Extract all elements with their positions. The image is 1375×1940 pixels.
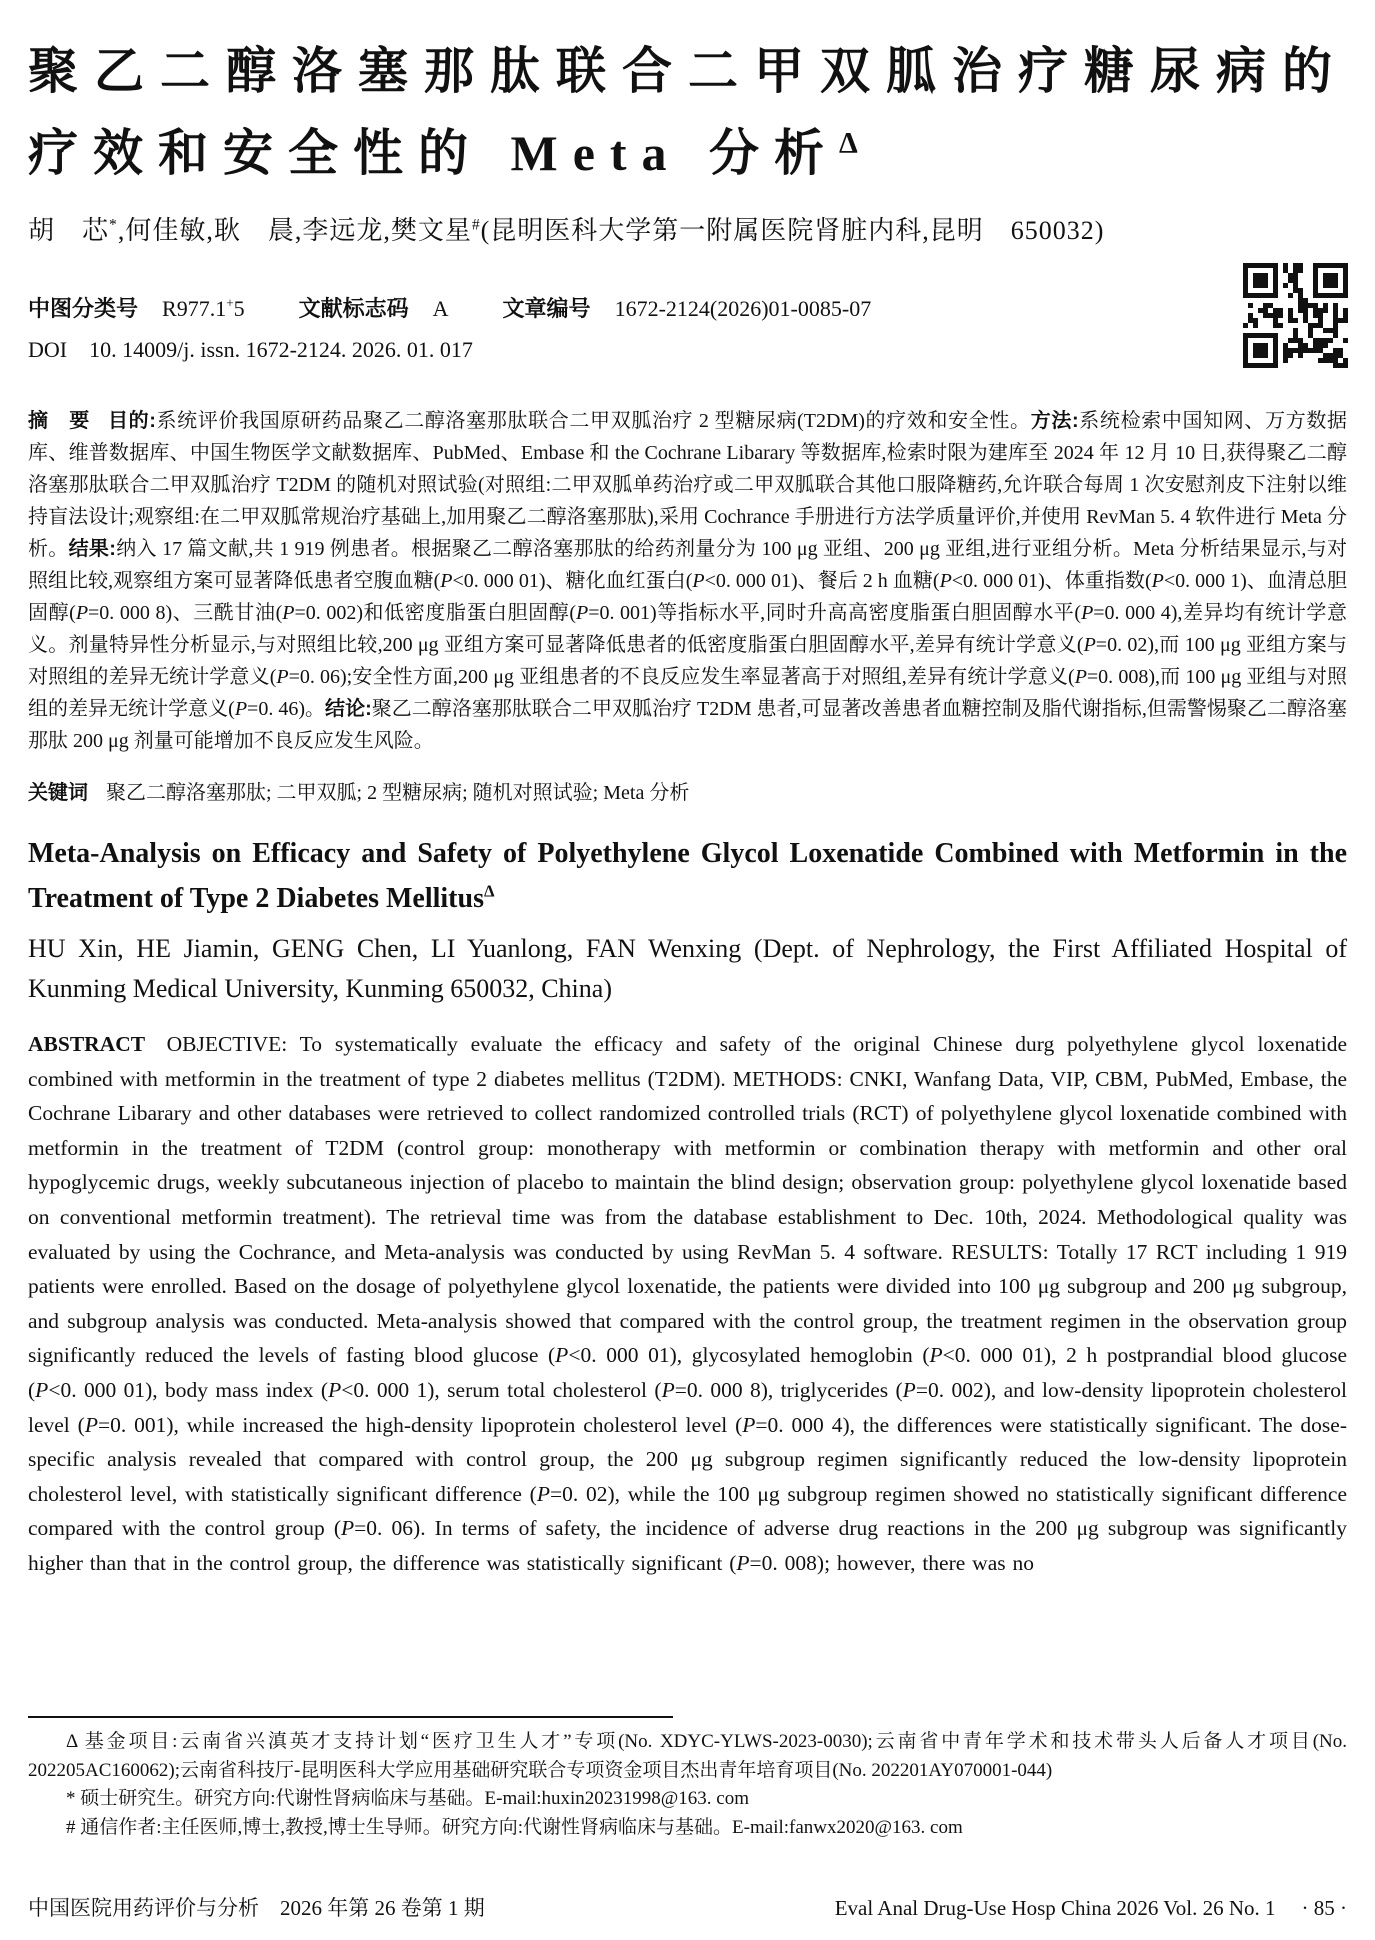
article-no-pair — [503, 292, 872, 323]
abstract-cn-text: 目的:系统评价我国原研药品聚乙二醇洛塞那肽联合二甲双胍治疗 2 型糖尿病(T2DM)的疗效和安全性。方法:系统检索中国知网、万方数据库、维普数据库、中国生物医学文献数据库、PubMed、Embase 和 the Cochrane Libarary 等数据库,检索时限为建库至 2024 年 12 月 10 日,获得聚乙二醇洛塞那肽联合二甲双胍治疗 T2DM 的随机对照试验(对照组:二甲双胍单药治疗或二甲双胍联合其他口服降糖药,允许联合每周 1 次安慰剂皮下注射以维持盲法设计;观察组:在二甲双胍常规治疗基础上,加用聚乙二醇洛塞那肽),采用 Cochrance 手册进行方法学质量评价,并使用 RevMan 5. 4 软件进行 Meta 分析。结果:纳入 17 篇文献,共 1 919 例患者。根据聚乙二醇洛塞那肽的给药剂量分为 100 μg 亚组、200 μg 亚组,进行亚组分析。Meta 分析结果显示,与对照组比较,观察组方案可显著降低患者空腹血糖(P<0. 000 01)、糖化血红蛋白(P<0. 000 01)、餐后 2 h 血糖(P<0. 000 01)、体重指数(P<0. 000 1)、血清总胆固醇(P=0. 000 8)、三酰甘油(P=0. 002)和低密度脂蛋白胆固醇(P=0. 001)等指标水平,同时升高高密度脂蛋白胆固醇水平(P=0. 000 4),差异均有统计学意义。剂量特异性分析显示,与对照组比较,200 μg 亚组方案可显著降低患者的低密度脂蛋白胆固醇水平,差异有统计学意义(P=0. 02),而 100 μg 亚组方案与对照组的差异无统计学意义(P=0. 06);安全性方面,200 μg 亚组患者的不良反应发生率显著高于对照组,差异有统计学意义(P=0. 008),而 100 μg 亚组与对照组的差异无统计学意义(P=0. 46)。结论:聚乙二醇洛塞那肽联合二甲双胍治疗 T2DM 患者,可显著改善患者血糖控制及脂代谢指标,但需警惕聚乙二醇洛塞那肽 200 μg 剂量可能增加不良反应发生风险。 — [28, 410, 1348, 752]
article-no-value: 1672-2124(2026)01-0085-07 — [614, 296, 872, 321]
abstract-en: ABSTRACT OBJECTIVE: To systematically evaluate the efficacy and safety of the original Chinese durg polyethylene glycol loxenatide combined with metformin in the treatment of type 2 diabetes mellitus (T2DM). METHODS: CNKI, Wanfang Data, VIP, CBM, PubMed, Embase, the Cochrane Libarary and other databases were retrieved to collect randomized controlled trials (RCT) of polyethylene glycol loxenatide combined with metformin in the treatment of T2DM (control group: monotherapy with metformin or combination therapy with metformin and other oral hypoglycemic drugs, weekly subcutaneous injection of placebo to maintain the blind design; observation group: polyethylene glycol loxenatide based on conventional metformin treatment). The retrieval time was from the database establishment to Dec. 10th, 2024. Methodological quality was evaluated by using the Cochrance, and Meta-analysis was conducted by using RevMan 5. 4 software. RESULTS: Totally 17 RCT including 1 919 patients were enrolled. Based on the dosage of polyethylene glycol loxenatide, the patients were divided into 100 μg subgroup and 200 μg subgroup, and subgroup analysis was conducted. Meta-analysis showed that compared with the control group, the treatment regimen in the observation group significantly reduced the levels of fasting blood glucose (P<0. 000 01), glycosylated hemoglobin (P<0. 000 01), 2 h postprandial blood glucose (P<0. 000 01), body mass index (P<0. 000 1), serum total cholesterol (P=0. 000 8), triglycerides (P=0. 002), and low-density lipoprotein cholesterol level (P=0. 001), while increased the high-density lipoprotein cholesterol level (P=0. 000 4), the differences were statistically significant. The dose-specific analysis revealed that compared with control group, the 200 μg subgroup regimen significantly reduced the low-density lipoprotein cholesterol level, with statistically significant difference (P=0. 02), while the 100 μg subgroup regimen showed no statistically significant difference compared with the control group (P=0. 06). In terms of safety, the incidence of adverse drug reactions in the 200 μg subgroup was significantly higher than that in the control group, the difference was statistically significant (P=0. 008); however, there was no — [28, 1032, 1348, 1575]
doc-code-label: 文献标志码 — [298, 296, 409, 321]
keywords-line — [28, 777, 1347, 809]
doi-value: 10. 14009/j. issn. 1672-2124. 2026. 01. 017 — [89, 337, 473, 362]
footnote-corresponding-author: # 通信作者:主任医师,博士,教授,博士生导师。研究方向:代谢性肾病临床与基础。E-mail:fanwx2020@163. com — [66, 1816, 963, 1838]
journal-name-cn: 中国医院用药评价与分析 2026 年第 26 卷第 1 期 — [28, 1896, 485, 1920]
clc-label: 中图分类号 — [28, 296, 139, 321]
doi-row — [28, 337, 1347, 363]
journal-name-en: Eval Anal Drug-Use Hosp China 2026 Vol. 26 No. 1 — [834, 1896, 1276, 1920]
doc-code-pair — [299, 292, 449, 323]
doc-code-value: A — [432, 296, 449, 321]
article-meta-row — [28, 292, 1347, 323]
qr-code — [1243, 263, 1348, 368]
doi-label: DOI — [28, 337, 68, 362]
footnotes — [28, 1728, 1347, 1842]
abstract-cn-label: 摘 要 — [28, 410, 90, 432]
footnote-divider — [28, 1716, 673, 1718]
clc-value: R977.1+5 — [162, 295, 245, 321]
page-title-cn — [28, 30, 1347, 194]
page-number: · 85 · — [1301, 1896, 1347, 1920]
page-title-cn-line2: 疗效和安全性的 Meta 分析$^\Delta$ — [28, 125, 873, 181]
authors-en: HU Xin, HE Jiamin, GENG Chen, LI Yuanlong, FAN Wenxing (Dept. of Nephrology, the First Affiliated Hospital of Kunming Medical University, Kunming 650032, China) — [28, 934, 1347, 1003]
page-footer — [28, 1892, 1347, 1922]
page-title-en: Meta-Analysis on Efficacy and Safety of Polyethylene Glycol Loxenatide Combined with Metformin in the Treatment of Type 2 Diabetes Mellitus$^\Delta$ — [28, 838, 1347, 914]
title-footnote-marker: Δ — [839, 126, 873, 160]
bottom-block — [28, 1714, 1347, 1940]
keywords-text: 聚乙二醇洛塞那肽; 二甲双胍; 2 型糖尿病; 随机对照试验; Meta 分析 — [106, 782, 690, 804]
page-title-cn-line1: 聚乙二醇洛塞那肽联合二甲双胍治疗糖尿病的 — [28, 43, 1348, 99]
authors-cn: 胡 芯*,何佳敏,耿 晨,李远龙,樊文星#(昆明医科大学第一附属医院肾脏内科,昆明 650032) — [28, 216, 1105, 245]
clc-pair — [28, 292, 245, 323]
keywords-label: 关键词 — [28, 782, 88, 804]
footnote-first-author: * 硕士研究生。研究方向:代谢性肾病临床与基础。E-mail:huxin20231998@163. com — [66, 1788, 749, 1809]
title-footnote-marker-en: Δ — [483, 881, 495, 901]
abstract-cn — [28, 405, 1347, 757]
article-no-label: 文章编号 — [502, 296, 591, 321]
footnote-funding: Δ 基金项目:云南省兴滇英才支持计划“医疗卫生人才”专项(No. XDYC-YLWS-2023-0030);云南省中青年学术和技术带头人后备人才项目(No. 202205AC160062);云南省科技厅-昆明医科大学应用基础研究联合专项资金项目杰出青年培育项目(No. 202201AY070001-044) — [28, 1731, 1347, 1781]
